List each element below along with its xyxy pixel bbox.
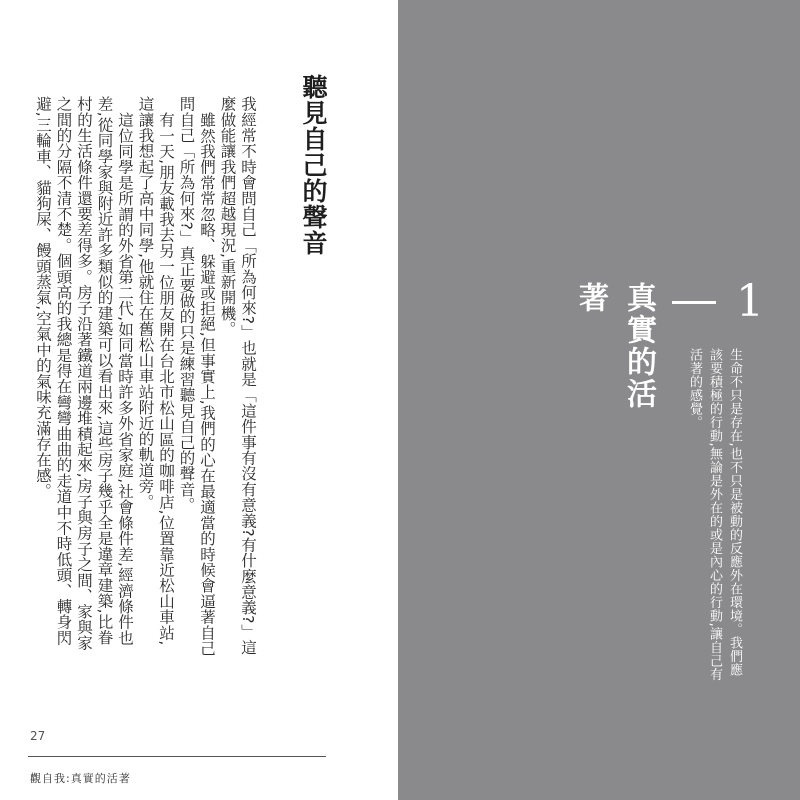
body-text: [33, 96, 259, 656]
left-page: [0, 0, 398, 800]
body-paragraph-2: 雖然我們常常忽略、躲避或拒絕,但事實上,我們的心在最適當的時候會逼著自己問自己「所為何來?」真正要做的只是練習聽見自己的聲音。: [177, 96, 216, 656]
body-paragraph-1: 我經常不時會問自己「所為何來?」也就是「這件事有沒有意義?有什麼意義?」這麼做能讓我們超越現況,重新開機。: [218, 96, 257, 656]
body-paragraph-3: 有一天,朋友載我去另一位朋友開在台北市松山區的咖啡店,位置靠近松山車站,這讓我想起了高中同學,他就住在舊松山車站附近的軌道旁。: [136, 96, 175, 645]
page-number: 27: [30, 729, 46, 743]
chapter-number: 1: [736, 276, 764, 327]
body-paragraph-4: 這位同學是所謂的外省第二代,如同當時許多外省家庭,社會條件差,經濟條件也差,從同學家與附近許多類似的建築可以看出來,這些房子幾乎全是違章建築,比眷村的生活條件還要差得多。房子沿著鐵道兩邊堆積起來,房子與房子之間、家與家之間的分隔不清不楚。個頭高的我總是得在彎彎曲曲的走道中不時低頭、轉身閃避,三輪車、貓狗屎、饅頭蒸氣,空氣中的氣味充滿存在感。: [34, 96, 134, 651]
running-footer: 觀自我:真實的活著: [30, 772, 131, 785]
right-page: [398, 0, 800, 800]
section-title: 聽見自己的聲音: [299, 74, 328, 256]
footer-rule: [28, 756, 326, 757]
chapter-dash: [672, 301, 716, 304]
chapter-subtitle: 生命不只是存在,也不只是被動的反應外在環境。我們應該要積極的行動,無論是外在的或是內心的行動,讓自己有活著的感覺。: [687, 348, 742, 682]
chapter-title: 真實的活著: [573, 282, 656, 410]
